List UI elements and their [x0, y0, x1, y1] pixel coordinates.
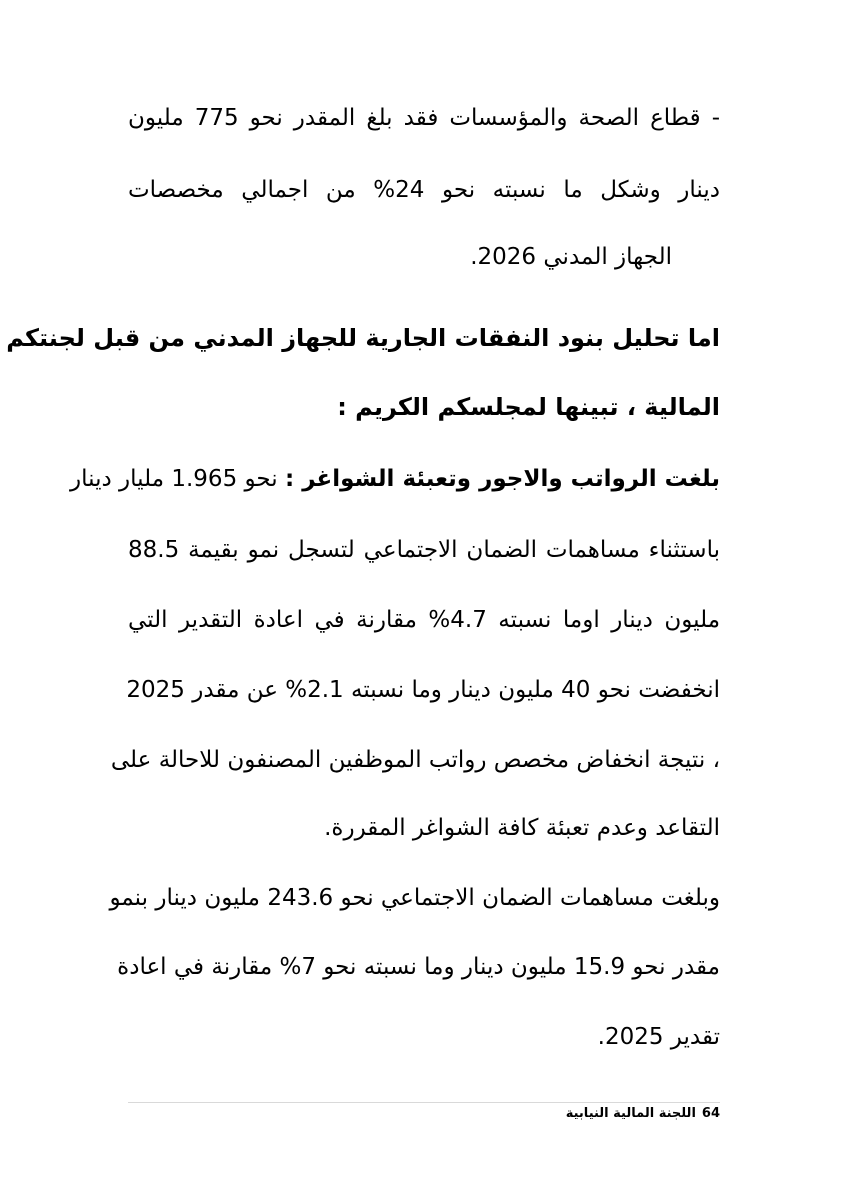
section-heading-line-1: اما تحليل بنود النفقات الجارية للجهاز المدني من قبل لجنتكم	[6, 324, 720, 352]
salaries-paragraph-line-4: انخفضت نحو 40 مليون دينار وما نسبته 2.1% عن مقدر 2025	[126, 677, 720, 703]
social-security-line-2: مقدر نحو 15.9 مليون دينار وما نسبته نحو 7% مقارنة في اعادة	[117, 954, 720, 980]
social-security-line-3: تقدير 2025.	[597, 1024, 720, 1050]
salaries-paragraph-line-2: باستثناء مساهمات الضمان الاجتماعي لتسجل نمو بقيمة 88.5	[128, 537, 720, 563]
salaries-lead-label: بلغت الرواتب والاجور وتعبئة الشواغر :	[284, 466, 720, 492]
health-sector-line-1: - قطاع الصحة والمؤسسات فقد بلغ المقدر نحو 775 مليون	[128, 105, 720, 131]
salaries-paragraph-line-5: ، نتيجة انخفاض مخصص رواتب الموظفين المصنفون للاحالة على	[110, 747, 720, 773]
health-sector-line-3: الجهاز المدني 2026.	[470, 244, 672, 270]
health-sector-line-2: دينار وشكل ما نسبته نحو 24% من اجمالي مخصصات	[128, 177, 720, 203]
page-number: 64	[701, 1106, 720, 1121]
salaries-paragraph-line-1	[70, 462, 720, 496]
footer-divider	[128, 1102, 720, 1103]
page-footer	[128, 1105, 720, 1123]
section-heading-line-2: المالية ، تبينها لمجلسكم الكريم :	[337, 393, 720, 421]
social-security-line-1: وبلغت مساهمات الضمان الاجتماعي نحو 243.6 مليون دينار بنمو	[109, 885, 720, 911]
footer-title: اللجنة المالية النيابية	[565, 1106, 696, 1121]
salaries-paragraph-line-6: التقاعد وعدم تعبئة كافة الشواغر المقررة.	[324, 815, 720, 841]
salaries-lead-value: نحو 1.965 مليار دينار	[70, 466, 285, 492]
salaries-paragraph-line-3: مليون دينار اوما نسبته 4.7% مقارنة في اعادة التقدير التي	[128, 607, 721, 633]
